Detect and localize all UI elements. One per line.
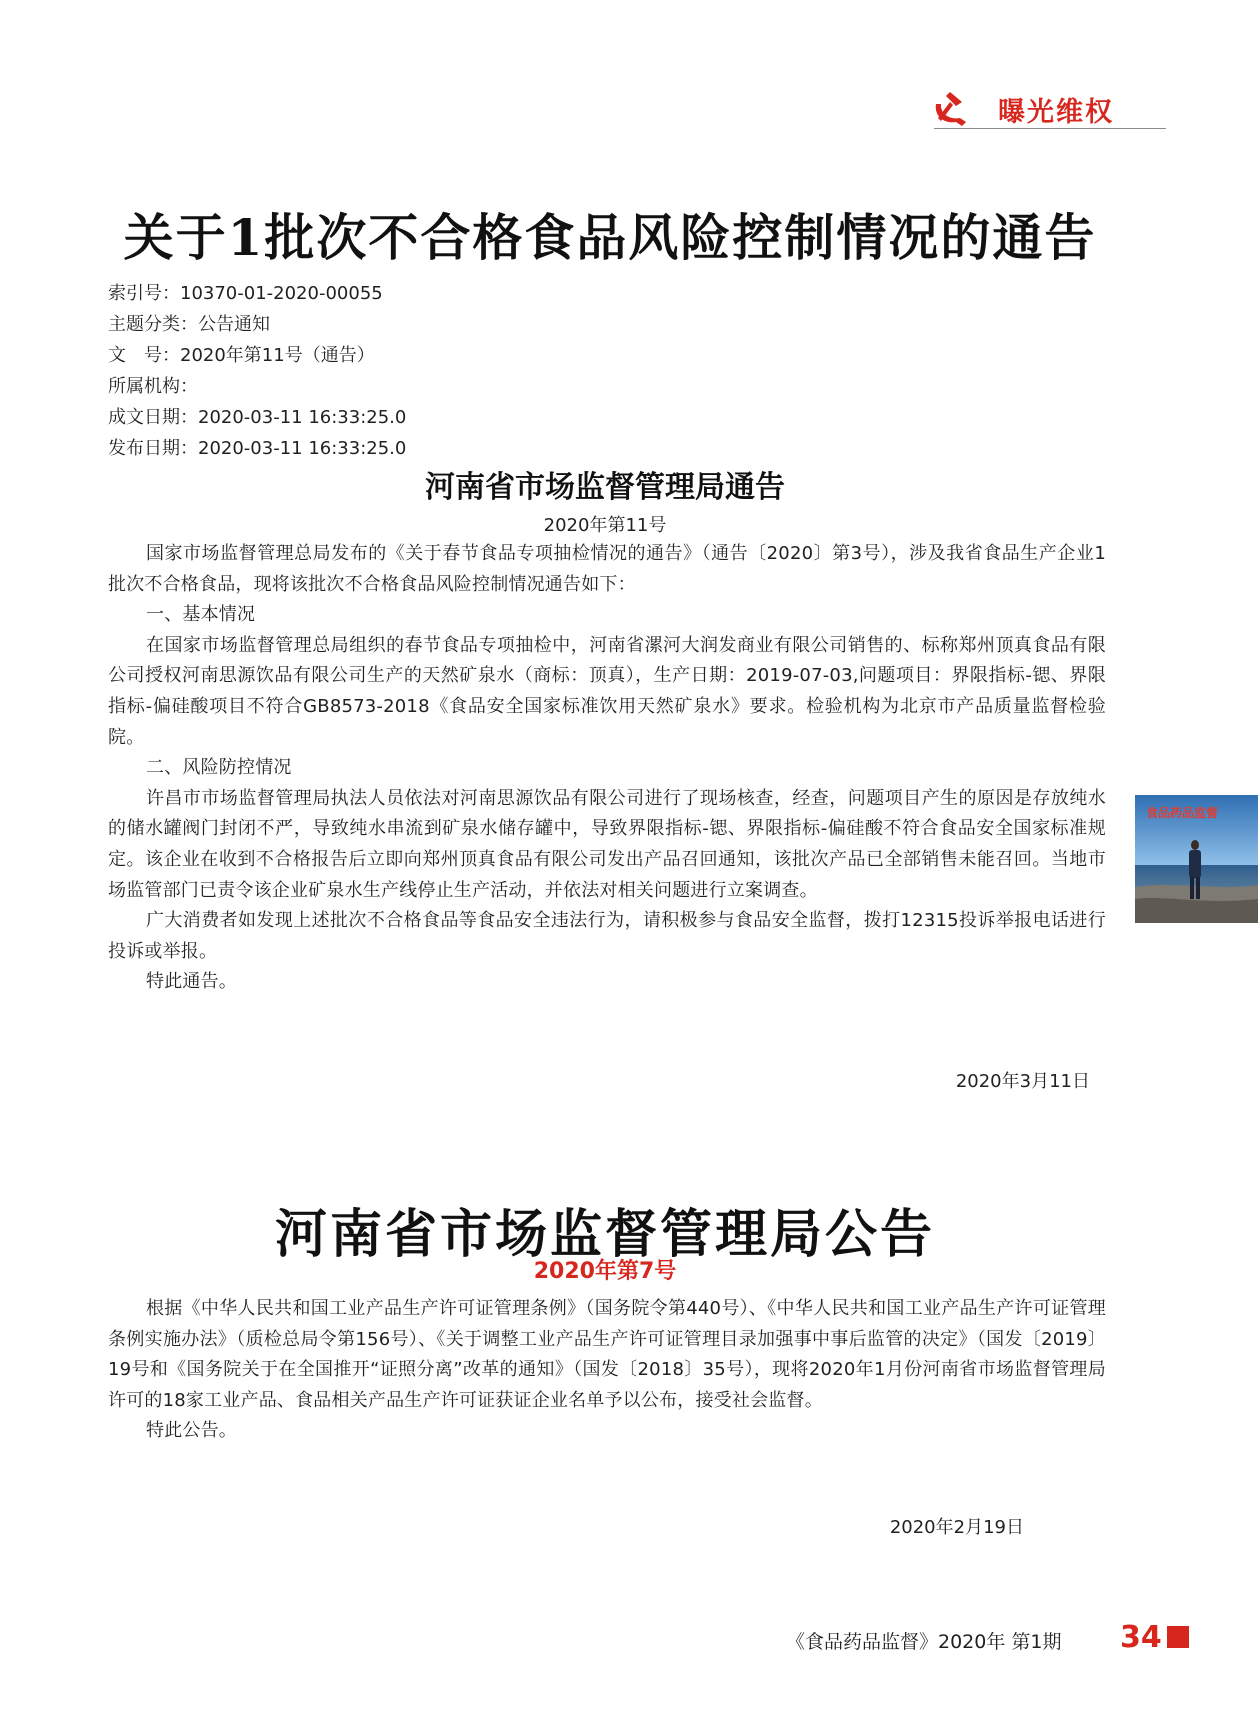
closing-line: 特此公告。	[146, 1420, 237, 1442]
notice-title: 关于1批次不合格食品风险控制情况的通告	[123, 208, 1097, 267]
section-title: 曝光维权	[998, 97, 1114, 128]
meta-agency: 所属机构：	[108, 376, 198, 397]
meta-written-date: 成文日期：2020-03-11 16:33:25.0	[108, 407, 407, 428]
notice-number: 2020年第11号	[543, 515, 667, 536]
paragraph: 广大消费者如发现上述批次不合格食品等食品安全违法行为，请积极参与食品安全监督，拨打12315投诉举报电话进行投诉或举报。	[108, 910, 1106, 962]
paragraph: 许昌市市场监督管理局执法人员依法对河南思源饮品有限公司进行了现场核查，经查，问题项目产生的原因是存放纯水的储水罐阀门封闭不严，导致纯水串流到矿泉水储存罐中，导致界限指标-锶、界限指标-偏硅酸不符合食品安全国家标准规定。该企业在收到不合格报告后立即向郑州顶真食品有限公司发出产品召回通知，该批次产品已全部销售未能召回。当地市场监管部门已责令该企业矿泉水生产线停止生产活动，并依法对相关问题进行立案调查。	[108, 787, 1106, 901]
paragraph: 国家市场监督管理总局发布的《关于春节食品专项抽检情况的通告》（通告〔2020〕第3号），涉及我省食品生产企业1批次不合格食品，现将该批次不合格食品风险控制情况通告如下：	[108, 543, 1106, 595]
header-divider	[934, 128, 1166, 129]
meta-doc-number: 文 号：2020年第11号（通告）	[108, 345, 375, 366]
notice-body	[108, 539, 1106, 998]
notice-meta	[108, 278, 406, 464]
sidebar-photo	[1135, 795, 1258, 923]
paragraph: 根据《中华人民共和国工业产品生产许可证管理条例》（国务院令第440号）、《中华人民共和国工业产品生产许可证管理条例实施办法》（质检总局令第156号）、《关于调整工业产品生产许可证管理目录加强事中事后监管的决定》（国发〔2019〕19号和《国务院关于在全国推开“证照分离”改革的通知》（国发〔2018〕35号），现将2020年1月份河南省市场监督管理局许可的18家工业产品、食品相关产品生产许可证获证企业名单予以公布，接受社会监督。	[108, 1298, 1106, 1411]
announcement-date: 2020年2月19日	[889, 1517, 1024, 1538]
page-footer	[770, 1620, 1190, 1660]
party-emblem-icon	[928, 88, 970, 128]
paragraph: 在国家市场监督管理总局组织的春节食品专项抽检中，河南省漯河大润发商业有限公司销售的、标称郑州顶真食品有限公司授权河南思源饮品有限公司生产的天然矿泉水（商标：顶真），生产日期：2019-07-03,问题项目：界限指标-锶、界限指标-偏硅酸项目不符合GB8573-2018《食品安全国家标准饮用天然矿泉水》要求。检验机构为北京市产品质量监督检验院。	[108, 634, 1106, 748]
page-number: 34	[1120, 1620, 1162, 1655]
closing-line: 特此通告。	[146, 971, 237, 993]
notice-date: 2020年3月11日	[955, 1071, 1090, 1092]
meta-index-number: 索引号：10370-01-2020-00055	[108, 283, 383, 304]
meta-category: 主题分类：公告通知	[108, 314, 270, 335]
page-marker-square	[1167, 1626, 1189, 1648]
announcement-body	[108, 1294, 1106, 1447]
section-heading: 二、风险防控情况	[146, 757, 292, 779]
section-header	[928, 84, 1166, 132]
announcement-number: 2020年第7号	[533, 1259, 677, 1284]
section-heading: 一、基本情况	[146, 604, 256, 626]
journal-issue: 《食品药品监督》2020年 第1期	[786, 1631, 1062, 1653]
announcement-title: 河南省市场监督管理局公告	[274, 1204, 935, 1265]
photo-caption: 食品药品监督	[1146, 806, 1219, 820]
notice-org-title: 河南省市场监督管理局通告	[425, 470, 785, 505]
meta-publish-date: 发布日期：2020-03-11 16:33:25.0	[108, 438, 407, 459]
